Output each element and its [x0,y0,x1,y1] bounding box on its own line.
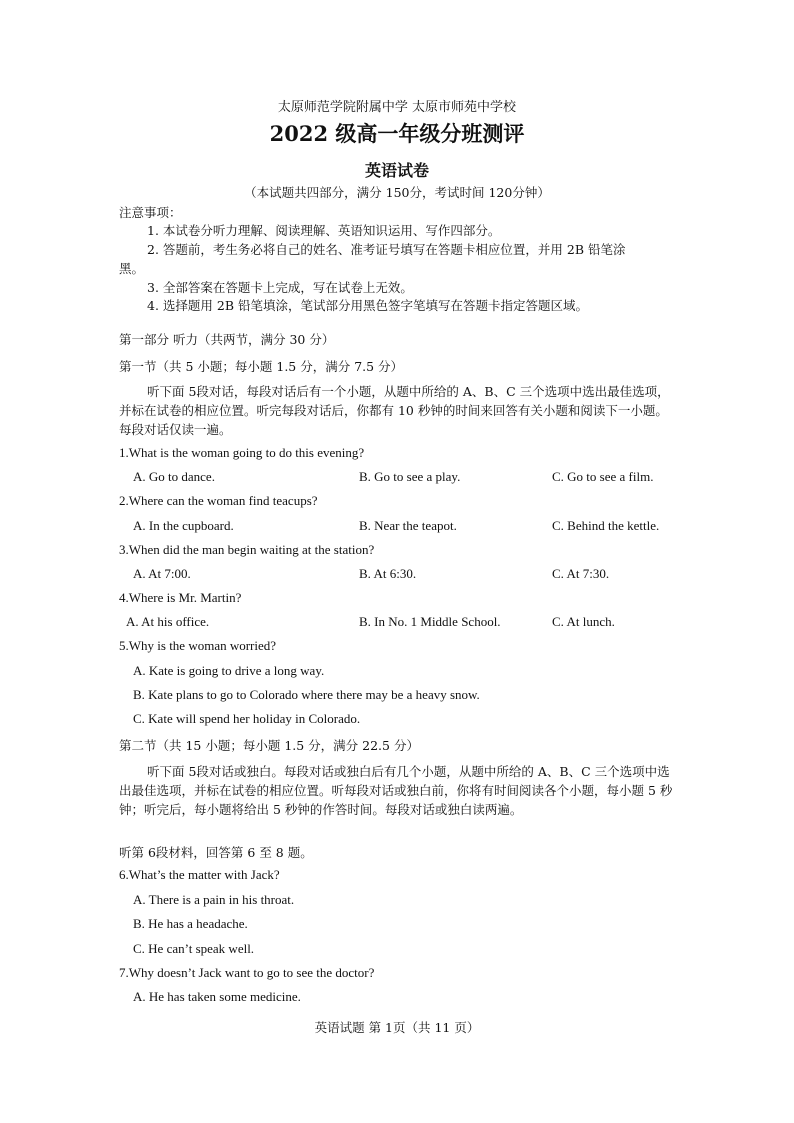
question: 1.What is the woman going to do this evening? [119,445,365,460]
question: 5.Why is the woman worried? [119,638,277,653]
notes-heading: 注意事项： [119,205,182,220]
option-a: A. In the cupboard. [133,518,234,533]
question: 2.Where can the woman find teacups? [119,493,318,508]
exam-subtitle: 英语试卷 [364,161,429,180]
note-item: 4. 选择题用 2B 铅笔填涂，笔试部分用黑色签字笔填写在答题卡指定答题区域。 [147,298,588,313]
note-item: 黑。 [119,261,145,276]
part1-heading: 第一部分 听力（共两节，满分 30 分） [119,332,335,347]
option-c: C. Behind the kettle. [552,518,660,533]
section1-instructions: 听下面 5段对话，每段对话后有一个小题，从题中所给的 A、B、C 三个选项中选出最佳选项，并标在试卷的相应位置。听完每段对话后，你都有 10 秒钟的时间来回答有关小题和阅读下一小题。每段对话仅读一遍。 [119,384,670,437]
note-item: 3. 全部答案在答题卡上完成，写在试卷上无效。 [147,280,413,295]
option-c: C. Go to see a film. [552,469,654,484]
option-c: C. At 7:30. [552,566,610,581]
note-item: 1. 本试卷分听力理解、阅读理解、英语知识运用、写作四部分。 [147,223,501,238]
option-a: A. At 7:00. [133,566,191,581]
exam-title: 2022 级高一年级分班测评 [269,121,525,146]
exam-meta: （本试题共四部分，满分 150分，考试时间 120分钟） [244,185,550,200]
option-a: A. Go to dance. [133,469,215,484]
option-b: B. At 6:30. [359,566,417,581]
question: 3.When did the man begin waiting at the station? [119,542,375,557]
option-a: A. He has taken some medicine. [133,989,301,1004]
option-c: C. Kate will spend her holiday in Colorado. [133,711,361,726]
question: 4.Where is Mr. Martin? [119,590,242,605]
material-note: 听第 6段材料，回答第 6 至 8 题。 [119,845,313,860]
option-a: A. At his office. [126,614,210,629]
option-c: C. At lunch. [552,614,615,629]
option-a: A. There is a pain in his throat. [133,892,295,907]
option-a: A. Kate is going to drive a long way. [133,663,325,678]
option-b: B. Kate plans to go to Colorado where there may be a heavy snow. [133,687,480,702]
section1-heading: 第一节（共 5 小题；每小题 1.5 分，满分 7.5 分） [119,359,404,374]
page-footer: 英语试题 第 1页（共 11 页） [314,1020,480,1035]
option-b: B. Near the teapot. [359,518,457,533]
note-item: 2. 答题前，考生务必将自己的姓名、准考证号填写在答题卡相应位置，并用 2B 铅笔涂 [147,242,626,257]
school-names: 太原师范学院附属中学 太原市师苑中学校 [277,100,517,115]
option-b: B. He has a headache. [133,916,248,931]
section2-heading: 第二节（共 15 小题；每小题 1.5 分，满分 22.5 分） [119,738,419,753]
question: 7.Why doesn’t Jack want to go to see the doctor? [119,965,375,980]
option-b: B. Go to see a play. [359,469,461,484]
section2-instructions: 听下面 5段对话或独白。每段对话或独白后有几个小题，从题中所给的 A、B、C 三个选项中选出最佳选项，并标在试卷的相应位置。听每段对话或独白前，你将有时间阅读各个小题，每小题 5 秒钟；听完后，每小题将给出 5 秒钟的作答时间。每段对话或独白读两遍。 [119,764,673,817]
option-c: C. He can’t speak well. [133,941,255,956]
option-b: B. In No. 1 Middle School. [359,614,501,629]
question: 6.What’s the matter with Jack? [119,867,280,882]
